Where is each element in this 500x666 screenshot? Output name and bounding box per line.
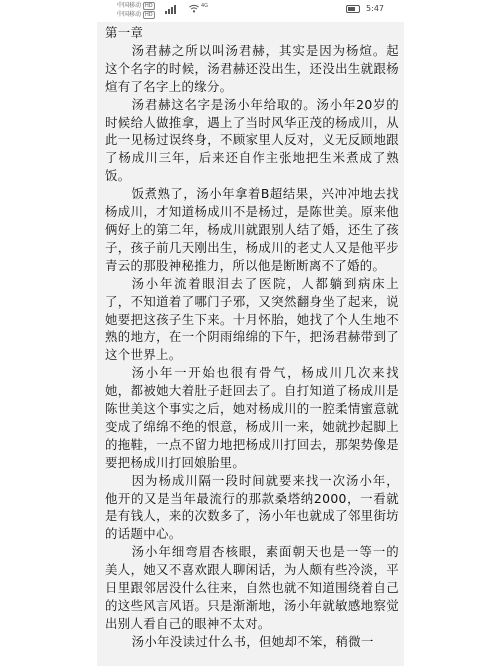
battery-icon [346, 5, 360, 13]
paragraph: 汤小年没读过什么书，但她却不笨，稍微一 [131, 633, 374, 649]
network-type: 4G [201, 3, 209, 9]
status-right [346, 4, 384, 13]
status-bar [97, 0, 404, 22]
chapter-title: 第一章 [105, 25, 144, 40]
wifi-icon [189, 4, 199, 13]
paragraph: 汤小年流着眼泪去了医院，人都躺到病床上了，不知道着了哪门子邪，又突然翻身坐了起来，说她要把这孩子生下来。十月怀胎，她找了个人生地不熟的地方，在一个阴雨绵绵的下午，把汤君赫带到了这个世界上。 [105, 275, 399, 363]
paragraph: 汤君赫这名字是汤小年给取的。汤小年20岁的时候给人做推拿，遇上了当时风华正茂的杨成川，从此一见杨过误终身，不顾家里人反对，义无反顾地跟了杨成川三年，后来还自作主张地把生米煮成了熟饭。 [105, 96, 399, 184]
hd-badge-1: HD [145, 3, 153, 9]
paragraph: 汤小年细弯眉杏核眼，素面朝天也是一等一的美人，她又不喜欢跟人聊闲话，为人颇有些冷淡，平日里跟邻居没什么往来，自然也就不知道围绕着自己的这些风言风语。只是渐渐地，汤小年就敏感地察觉出别人看自己的眼神不太对。 [105, 544, 399, 631]
hd-badge-2: HD [145, 12, 153, 18]
signal-icon [165, 5, 176, 14]
carrier-1-label: 中国移动 [117, 2, 142, 9]
paragraph: 因为杨成川隔一段时间就要来找一次汤小年，他开的又是当年最流行的那款桑塔纳2000，一看就是有钱人，来的次数多了，汤小年也就成了邻里街坊的话题中心。 [105, 472, 399, 542]
phone-screen [97, 0, 404, 666]
carrier-2 [117, 11, 155, 19]
carrier-1 [117, 2, 155, 10]
chapter-content [105, 24, 399, 651]
carrier-2-label: 中国移动 [117, 11, 142, 18]
clock-time: 5:47 [366, 4, 384, 13]
paragraph: 饭煮熟了，汤小年拿着B超结果，兴冲冲地去找杨成川，才知道杨成川不是杨过，是陈世美。原来他俩好上的第二年，杨成川就跟别人结了婚，还生了孩子，孩子前几天刚出生，杨成川的老丈人又是他平步青云的那股神秘推力，所以他是断断离不了婚的。 [105, 186, 399, 273]
paragraph: 汤小年一开始也很有骨气，杨成川几次来找她，都被她大着肚子赶回去了。自打知道了杨成川是陈世美这个事实之后，她对杨成川的一腔柔情蜜意就变成了绵绵不绝的恨意，杨成川一来，她就抄起脚上的拖鞋，一点不留力地把杨成川打回去，那架势像是要把杨成川打回娘胎里。 [105, 365, 399, 470]
paragraph: 汤君赫之所以叫汤君赫，其实是因为杨煊。起这个名字的时候，汤君赫还没出生，还没出生就跟杨煊有了名字上的缘分。 [105, 42, 399, 94]
